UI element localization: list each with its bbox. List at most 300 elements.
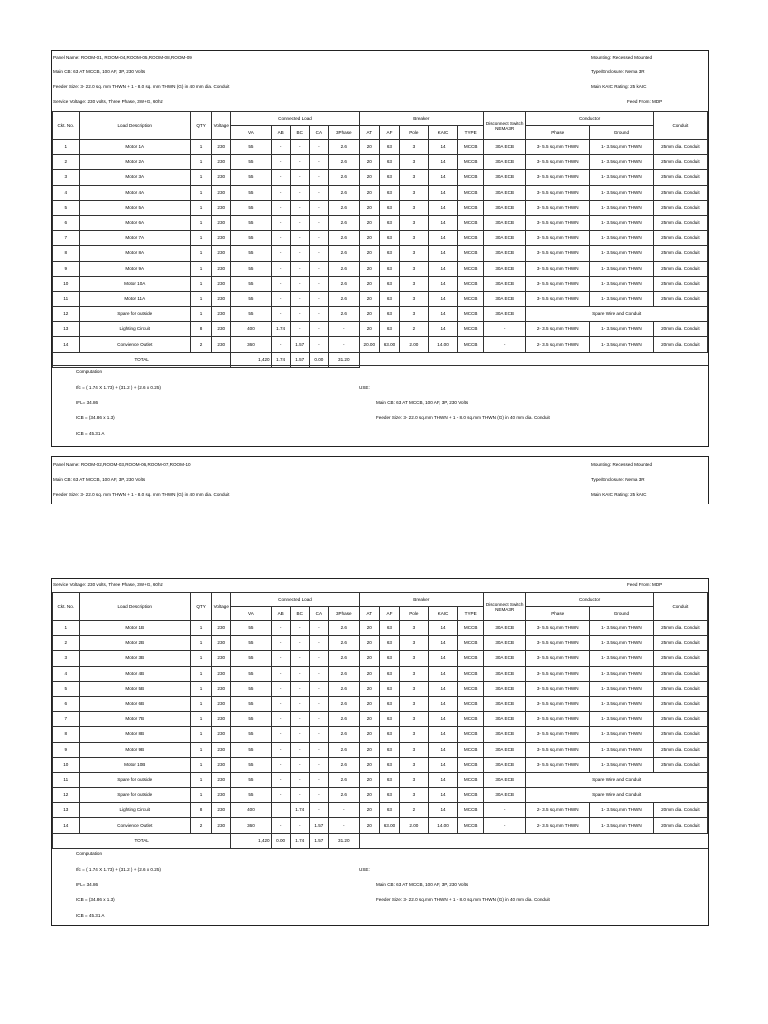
cell-pole: 3 <box>400 636 429 651</box>
service-voltage: Service Voltage: 230 volts, Three Phase, 3W+G, 60hz <box>53 582 163 587</box>
cell-breaker-type: MCCB <box>458 276 484 291</box>
cell-ab: - <box>271 757 290 772</box>
cell-disconnect-switch: 30A ECB <box>483 621 525 636</box>
cell-va: 55 <box>231 788 271 803</box>
cell-conduit: 25mm dia. Conduit <box>653 742 707 757</box>
cell-qty: 1 <box>190 291 211 306</box>
table-row <box>53 727 708 742</box>
cell-pole: 3 <box>400 185 429 200</box>
col-ground: Ground <box>590 607 654 621</box>
table-row <box>53 621 708 636</box>
table-row <box>53 337 708 352</box>
cell-disconnect-switch: 30A ECB <box>483 696 525 711</box>
load-schedule-table <box>52 111 708 368</box>
cell-disconnect-switch: 30A ECB <box>483 742 525 757</box>
cell-voltage: 230 <box>212 337 231 352</box>
cell-bc: 1.74 <box>290 803 309 818</box>
cell-kaic: 14 <box>428 772 458 787</box>
cell-at: 20 <box>359 276 379 291</box>
cell-bc: - <box>290 140 309 155</box>
cell-ca: - <box>309 757 328 772</box>
cell-load-description: Motor 1A <box>79 140 190 155</box>
cell-disconnect-switch: 30A ECB <box>483 140 525 155</box>
col-conductor: Conductor <box>526 112 653 126</box>
cell-bc: - <box>290 727 309 742</box>
cell-conductor-ground: 1- 3.5sq.mm THWN <box>590 337 654 352</box>
cell-va: 55 <box>231 712 271 727</box>
cell-at: 20 <box>359 291 379 306</box>
cell-bc: 1.57 <box>290 337 309 352</box>
cell-conduit: 20mm dia. Conduit <box>653 818 707 833</box>
main-cb: Main CB: 63 AT MCCB, 100 AF, 3P, 230 Volts <box>53 69 146 74</box>
table-row <box>53 200 708 215</box>
cell-at: 20 <box>359 322 379 337</box>
cell-load-description: Motor 10B <box>79 757 190 772</box>
mounting: Mounting: Recessed Mounted <box>591 55 653 60</box>
cell-at: 20 <box>359 757 379 772</box>
cell-conductor-phase: 2- 3.5 sq.mm THWN <box>526 337 590 352</box>
cell-af: 63 <box>379 246 399 261</box>
cell-at: 20 <box>359 681 379 696</box>
total-ca: 1.57 <box>309 833 328 848</box>
cell-ab: - <box>271 651 290 666</box>
cell-va: 55 <box>231 140 271 155</box>
cell-conductor-ground: 1- 3.5sq.mm THWN <box>590 155 654 170</box>
use-main-cb: Main CB: 63 AT MCCB, 100 AF, 3P, 230 Volts <box>376 882 469 887</box>
cell-conductor-phase: Spare Wire and Conduit <box>526 772 708 787</box>
cell-af: 63 <box>379 803 399 818</box>
cell-kaic: 14 <box>428 621 458 636</box>
cell-bc: - <box>290 322 309 337</box>
cell-pole: 3 <box>400 681 429 696</box>
cell-conduit: 25mm dia. Conduit <box>653 696 707 711</box>
cell-qty: 1 <box>190 651 211 666</box>
cell-breaker-type: MCCB <box>458 757 484 772</box>
cell-conductor-ground: 1- 3.5sq.mm THWN <box>590 696 654 711</box>
cell-af: 63 <box>379 170 399 185</box>
col-ground: Ground <box>590 126 654 140</box>
cell-conductor-phase: Spare Wire and Conduit <box>526 788 708 803</box>
cell-pole: 3 <box>400 231 429 246</box>
col-disconnect: Disconnect Switch NEMA3R <box>483 593 525 621</box>
cell-af: 63 <box>379 276 399 291</box>
col-bc: BC <box>290 126 309 140</box>
cell-af: 63 <box>379 155 399 170</box>
cell-breaker-type: MCCB <box>458 636 484 651</box>
col-3phase: 3Phase <box>328 607 359 621</box>
cell-breaker-type: MCCB <box>458 231 484 246</box>
cell-at: 20 <box>359 636 379 651</box>
cell-qty: 1 <box>190 757 211 772</box>
cell-load-description: Convience Outlet <box>79 337 190 352</box>
table-row <box>53 742 708 757</box>
cell-ckt-no: 11 <box>53 291 80 306</box>
type-enclosure: Type/Enclosure: Nema 3R <box>591 477 645 482</box>
cell-ca: - <box>309 772 328 787</box>
cell-voltage: 230 <box>212 803 231 818</box>
cell-disconnect-switch: 30A ECB <box>483 276 525 291</box>
cell-conductor-phase: 3- 5.5 sq.mm THWN <box>526 666 590 681</box>
cell-bc: - <box>290 261 309 276</box>
cell-conductor-phase: 3- 5.5 sq.mm THWN <box>526 170 590 185</box>
col-voltage: Voltage <box>212 112 231 140</box>
col-disconnect: Disconnect Switch NEMA3R <box>483 112 525 140</box>
cell-af: 63 <box>379 742 399 757</box>
cell-af: 63 <box>379 651 399 666</box>
table-row <box>53 788 708 803</box>
cell-ca: - <box>309 727 328 742</box>
cell-voltage: 230 <box>212 696 231 711</box>
total-label: TOTAL <box>53 352 231 367</box>
cell-voltage: 230 <box>212 155 231 170</box>
cell-af: 63 <box>379 666 399 681</box>
table-row <box>53 681 708 696</box>
cell-pole: 2.00 <box>400 337 429 352</box>
cell-conduit: 25mm dia. Conduit <box>653 712 707 727</box>
computation-line-4: ICB = 45.31 A <box>76 431 105 436</box>
cell-va: 400 <box>231 803 271 818</box>
cell-voltage: 230 <box>212 246 231 261</box>
cell-qty: 1 <box>190 621 211 636</box>
service-voltage: Service Voltage: 230 volts, Three Phase, 3W+G, 60hz <box>53 99 163 104</box>
cell-at: 20.00 <box>359 337 379 352</box>
cell-kaic: 14 <box>428 261 458 276</box>
cell-kaic: 14 <box>428 307 458 322</box>
cell-load-description: Spare for outside <box>79 788 190 803</box>
cell-disconnect-switch: 30A ECB <box>483 246 525 261</box>
col-ckt: Ckt. No. <box>53 112 80 140</box>
cell-ca: - <box>309 696 328 711</box>
cell-load-description: Motor 4B <box>79 666 190 681</box>
cell-load-description: Motor 9B <box>79 742 190 757</box>
cell-voltage: 230 <box>212 215 231 230</box>
cell-disconnect-switch: - <box>483 818 525 833</box>
cell-kaic: 14 <box>428 276 458 291</box>
cell-conductor-phase: 3- 5.5 sq.mm THWN <box>526 742 590 757</box>
cell-qty: 8 <box>190 322 211 337</box>
cell-conduit: 25mm dia. Conduit <box>653 185 707 200</box>
cell-conductor-ground: 1- 3.5sq.mm THWN <box>590 261 654 276</box>
col-ab: AB <box>271 607 290 621</box>
cell-conduit: 25mm dia. Conduit <box>653 140 707 155</box>
cell-three-phase: 2.6 <box>328 788 359 803</box>
cell-conduit: 25mm dia. Conduit <box>653 681 707 696</box>
cell-kaic: 14 <box>428 246 458 261</box>
cell-disconnect-switch: 30A ECB <box>483 681 525 696</box>
cell-at: 20 <box>359 818 379 833</box>
cell-conductor-ground: 1- 3.5sq.mm THWN <box>590 246 654 261</box>
cell-conductor-ground: 1- 3.5sq.mm THWN <box>590 322 654 337</box>
col-connected-load: Connected Load <box>231 112 359 126</box>
cell-breaker-type: MCCB <box>458 788 484 803</box>
cell-pole: 3 <box>400 696 429 711</box>
cell-qty: 1 <box>190 155 211 170</box>
cell-conductor-ground: 1- 3.5sq.mm THWN <box>590 712 654 727</box>
cell-breaker-type: MCCB <box>458 696 484 711</box>
cell-three-phase: 2.6 <box>328 681 359 696</box>
cell-conductor-ground: 1- 3.5sq.mm THWN <box>590 291 654 306</box>
cell-pole: 3 <box>400 307 429 322</box>
load-schedule-table <box>52 592 708 849</box>
cell-load-description: Motor 7A <box>79 231 190 246</box>
cell-va: 400 <box>231 322 271 337</box>
cell-three-phase: 2.6 <box>328 140 359 155</box>
cell-ca: - <box>309 666 328 681</box>
computation-line-2: IFL= 34.86 <box>76 400 99 405</box>
cell-ckt-no: 4 <box>53 185 80 200</box>
cell-ab: - <box>271 185 290 200</box>
total-va: 1,420 <box>231 833 271 848</box>
cell-load-description: Motor 6B <box>79 696 190 711</box>
table-row <box>53 261 708 276</box>
cell-load-description: Motor 8B <box>79 727 190 742</box>
cell-three-phase: 2.6 <box>328 200 359 215</box>
table-row <box>53 170 708 185</box>
cell-ckt-no: 5 <box>53 681 80 696</box>
cell-kaic: 14 <box>428 803 458 818</box>
cell-ab: - <box>271 246 290 261</box>
cell-load-description: Spare for outside <box>79 772 190 787</box>
cell-kaic: 14 <box>428 185 458 200</box>
cell-qty: 1 <box>190 276 211 291</box>
cell-disconnect-switch: - <box>483 803 525 818</box>
cell-bc: - <box>290 621 309 636</box>
cell-conductor-ground: 1- 3.5sq.mm THWN <box>590 621 654 636</box>
cell-voltage: 230 <box>212 636 231 651</box>
cell-va: 55 <box>231 246 271 261</box>
cell-ckt-no: 8 <box>53 727 80 742</box>
cell-load-description: Motor 11A <box>79 291 190 306</box>
cell-qty: 2 <box>190 337 211 352</box>
total-row <box>53 833 708 848</box>
cell-three-phase: 2.6 <box>328 666 359 681</box>
computation-line-4: ICB = 45.31 A <box>76 913 105 918</box>
cell-conductor-ground: 1- 3.5sq.mm THWN <box>590 170 654 185</box>
cell-at: 20 <box>359 140 379 155</box>
cell-conductor-ground: 1- 3.5sq.mm THWN <box>590 215 654 230</box>
table-row <box>53 307 708 322</box>
cell-ab: - <box>271 742 290 757</box>
cell-conductor-phase: 3- 5.5 sq.mm THWN <box>526 636 590 651</box>
col-breaker: Breaker <box>359 593 483 607</box>
cell-qty: 1 <box>190 200 211 215</box>
col-conductor: Conductor <box>526 593 653 607</box>
cell-ca: - <box>309 636 328 651</box>
cell-at: 20 <box>359 742 379 757</box>
cell-voltage: 230 <box>212 757 231 772</box>
cell-at: 20 <box>359 651 379 666</box>
cell-kaic: 14 <box>428 215 458 230</box>
cell-ca: - <box>309 712 328 727</box>
cell-va: 55 <box>231 696 271 711</box>
cell-bc: - <box>290 696 309 711</box>
cell-breaker-type: MCCB <box>458 666 484 681</box>
cell-ckt-no: 9 <box>53 742 80 757</box>
cell-load-description: Convience Outlet <box>79 818 190 833</box>
cell-ab: - <box>271 696 290 711</box>
use-feeder: Feeder Size: 3- 22.0 sq.mm THWN + 1 - 8.0 sq.mm THWN (G) in 40 mm dia. Conduit <box>376 897 550 902</box>
panel-schedule-1 <box>51 50 709 447</box>
cell-conductor-ground: 1- 3.5sq.mm THWN <box>590 651 654 666</box>
cell-ca: - <box>309 788 328 803</box>
computation-line-3: ICB = (34.86 x 1.3) <box>76 897 115 902</box>
total-ab: 1.74 <box>271 352 290 367</box>
cell-ab: - <box>271 307 290 322</box>
cell-load-description: Motor 8A <box>79 246 190 261</box>
cell-ckt-no: 5 <box>53 200 80 215</box>
col-af: AF <box>379 607 399 621</box>
cell-kaic: 14 <box>428 757 458 772</box>
cell-breaker-type: MCCB <box>458 681 484 696</box>
cell-voltage: 230 <box>212 185 231 200</box>
cell-va: 55 <box>231 742 271 757</box>
cell-bc: - <box>290 155 309 170</box>
cell-bc: - <box>290 291 309 306</box>
cell-pole: 3 <box>400 291 429 306</box>
cell-ckt-no: 1 <box>53 621 80 636</box>
panel-schedule-2-header <box>51 456 709 504</box>
cell-conductor-phase: 3- 5.5 sq.mm THWN <box>526 621 590 636</box>
table-row <box>53 636 708 651</box>
cell-load-description: Motor 6A <box>79 215 190 230</box>
cell-conductor-phase: 3- 5.5 sq.mm THWN <box>526 727 590 742</box>
cell-conductor-phase: 3- 5.5 sq.mm THWN <box>526 276 590 291</box>
cell-conductor-ground: 1- 3.5sq.mm THWN <box>590 757 654 772</box>
cell-bc: - <box>290 246 309 261</box>
cell-kaic: 14 <box>428 788 458 803</box>
cell-voltage: 230 <box>212 651 231 666</box>
use-label: USE: <box>359 867 370 872</box>
cell-af: 63 <box>379 215 399 230</box>
cell-ca: - <box>309 276 328 291</box>
cell-kaic: 14.00 <box>428 818 458 833</box>
cell-af: 63 <box>379 621 399 636</box>
cell-voltage: 230 <box>212 291 231 306</box>
cell-disconnect-switch: 30A ECB <box>483 757 525 772</box>
cell-ckt-no: 8 <box>53 246 80 261</box>
cell-ca: - <box>309 185 328 200</box>
cell-breaker-type: MCCB <box>458 621 484 636</box>
cell-qty: 1 <box>190 185 211 200</box>
cell-load-description: Motor 2A <box>79 155 190 170</box>
cell-kaic: 14 <box>428 200 458 215</box>
cell-af: 63.00 <box>379 818 399 833</box>
cell-qty: 1 <box>190 246 211 261</box>
col-conduit: Conduit <box>653 112 707 140</box>
cell-conduit: 25mm dia. Conduit <box>653 666 707 681</box>
cell-kaic: 14 <box>428 666 458 681</box>
table-row <box>53 757 708 772</box>
col-connected-load: Connected Load <box>231 593 359 607</box>
table-row <box>53 803 708 818</box>
cell-bc: - <box>290 636 309 651</box>
cell-disconnect-switch: 30A ECB <box>483 772 525 787</box>
cell-ab: - <box>271 200 290 215</box>
cell-va: 360 <box>231 818 271 833</box>
cell-ckt-no: 7 <box>53 712 80 727</box>
cell-va: 55 <box>231 307 271 322</box>
table-row <box>53 651 708 666</box>
cell-kaic: 14.00 <box>428 337 458 352</box>
cell-af: 63 <box>379 231 399 246</box>
cell-three-phase: 2.6 <box>328 742 359 757</box>
table-row <box>53 155 708 170</box>
total-bc: 1.57 <box>290 352 309 367</box>
cell-ca: - <box>309 291 328 306</box>
cell-breaker-type: MCCB <box>458 246 484 261</box>
cell-bc: - <box>290 215 309 230</box>
table-row <box>53 696 708 711</box>
cell-breaker-type: MCCB <box>458 200 484 215</box>
cell-qty: 1 <box>190 215 211 230</box>
cell-at: 20 <box>359 788 379 803</box>
col-pole: Pole <box>400 607 429 621</box>
cell-pole: 2 <box>400 322 429 337</box>
cell-conductor-ground: 1- 3.5sq.mm THWN <box>590 742 654 757</box>
table-row <box>53 246 708 261</box>
cell-load-description: Motor 1B <box>79 621 190 636</box>
cell-qty: 2 <box>190 818 211 833</box>
cell-three-phase: 2.6 <box>328 291 359 306</box>
cell-disconnect-switch: 30A ECB <box>483 291 525 306</box>
cell-af: 63 <box>379 712 399 727</box>
col-kaic: KAIC <box>428 126 458 140</box>
main-cb: Main CB: 63 AT MCCB, 100 AF, 3P, 230 Volts <box>53 477 146 482</box>
cell-at: 20 <box>359 803 379 818</box>
cell-three-phase: 2.6 <box>328 185 359 200</box>
computation-section <box>52 848 708 927</box>
cell-three-phase: 2.6 <box>328 215 359 230</box>
cell-va: 55 <box>231 651 271 666</box>
cell-disconnect-switch: 30A ECB <box>483 307 525 322</box>
total-ab: 0.00 <box>271 833 290 848</box>
cell-ckt-no: 13 <box>53 803 80 818</box>
cell-voltage: 230 <box>212 727 231 742</box>
cell-at: 20 <box>359 307 379 322</box>
cell-bc: - <box>290 651 309 666</box>
cell-conductor-phase: 3- 5.5 sq.mm THWN <box>526 231 590 246</box>
cell-bc: - <box>290 200 309 215</box>
cell-qty: 1 <box>190 140 211 155</box>
panel-schedule-2 <box>51 578 709 926</box>
col-va: VA <box>231 126 271 140</box>
cell-pole: 3 <box>400 651 429 666</box>
cell-conductor-ground: 1- 3.5sq.mm THWN <box>590 231 654 246</box>
cell-disconnect-switch: - <box>483 322 525 337</box>
cell-ckt-no: 3 <box>53 170 80 185</box>
cell-three-phase: 2.6 <box>328 307 359 322</box>
cell-ca: - <box>309 246 328 261</box>
cell-ca: - <box>309 681 328 696</box>
cell-bc: - <box>290 666 309 681</box>
cell-af: 63 <box>379 261 399 276</box>
cell-conductor-phase: 3- 5.5 sq.mm THWN <box>526 651 590 666</box>
cell-ab: - <box>271 636 290 651</box>
col-breaker: Breaker <box>359 112 483 126</box>
cell-conduit: 25mm dia. Conduit <box>653 170 707 185</box>
cell-ca: - <box>309 742 328 757</box>
cell-ckt-no: 11 <box>53 772 80 787</box>
col-va: VA <box>231 607 271 621</box>
cell-at: 20 <box>359 712 379 727</box>
cell-voltage: 230 <box>212 742 231 757</box>
cell-kaic: 14 <box>428 727 458 742</box>
cell-disconnect-switch: 30A ECB <box>483 651 525 666</box>
cell-disconnect-switch: 30A ECB <box>483 788 525 803</box>
cell-at: 20 <box>359 231 379 246</box>
cell-ab: - <box>271 772 290 787</box>
table-row <box>53 818 708 833</box>
